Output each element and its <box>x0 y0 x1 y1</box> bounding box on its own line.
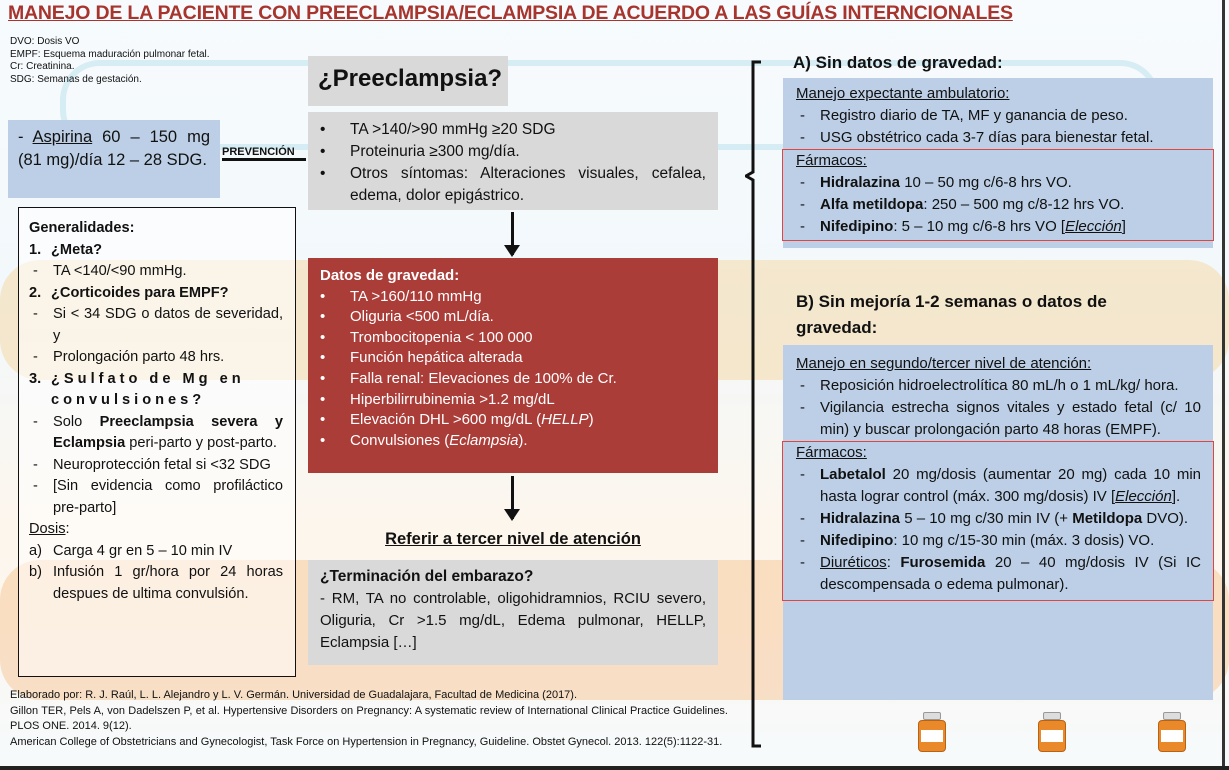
list-item <box>29 347 283 369</box>
list-item <box>29 304 283 347</box>
text: Elección <box>1115 488 1172 505</box>
text: Prolongación parto 48 hrs. <box>53 349 225 365</box>
list-item <box>29 455 283 477</box>
question-3 <box>29 369 283 412</box>
bottom-bar <box>0 766 1229 770</box>
list-item <box>796 216 1201 238</box>
text: Solo <box>53 413 100 430</box>
general-info-box <box>18 207 296 677</box>
list-item <box>320 307 706 328</box>
question-1 <box>29 240 283 262</box>
text: ) <box>588 411 594 429</box>
text: DVO). <box>1142 510 1189 527</box>
text: : 250 – 500 mg c/8-12 hrs VO. <box>923 196 1125 213</box>
medicine-bottle-icon <box>915 712 949 752</box>
abbreviations-legend <box>10 36 215 86</box>
list-item <box>796 530 1201 552</box>
drugs-title: Fármacos: <box>796 152 867 169</box>
text: Trombocitopenia < 100 000 <box>350 328 533 346</box>
list-item <box>320 348 706 369</box>
text: 5 – 10 mg c/30 min IV (+ <box>900 510 1073 527</box>
list-item <box>320 390 706 411</box>
medicine-bottle-icon <box>1155 712 1189 752</box>
text: Convulsiones ( <box>350 431 450 449</box>
list-item <box>320 369 706 390</box>
text: Oliguria <500 mL/día. <box>350 308 494 326</box>
referral-heading: Referir a tercer nivel de atención <box>385 530 641 548</box>
bold-text: Furosemida <box>900 554 986 571</box>
section-a-heading: A) Sin datos de gravedad: <box>793 53 1003 72</box>
text: : 5 – 10 mg c/6-8 hrs VO [ <box>893 218 1066 235</box>
question-label: ¿Meta? <box>51 241 103 258</box>
list-item <box>796 464 1201 508</box>
management-title: Manejo expectante ambulatorio: <box>796 85 1010 102</box>
list-item <box>796 508 1201 530</box>
abbreviation: DVO: Dosis VO <box>10 36 80 47</box>
references <box>10 688 728 750</box>
q1-list <box>29 261 283 283</box>
criterion: • Proteinuria ≥300 mg/día. <box>320 141 706 163</box>
text: Neuroprotección fetal si <32 SDG <box>53 456 271 473</box>
preeclampsia-question: ¿Preeclampsia? <box>308 56 508 106</box>
management-title: Manejo en segundo/tercer nivel de atención: <box>796 355 1092 372</box>
arrow-down-icon <box>511 212 514 255</box>
dose-text: Carga 4 gr en 5 – 10 min IV <box>53 542 233 559</box>
bold-text: Hidralazina <box>820 510 901 527</box>
number: 3. <box>29 370 42 387</box>
list-item <box>29 261 283 283</box>
abbreviation: EMPF: Esquema maduración pulmonar fetal. <box>10 48 210 60</box>
list-item <box>320 328 706 349</box>
text: 10 – 50 mg c/6-8 hrs VO. <box>900 174 1072 191</box>
text: Vigilancia estrecha signos vitales y estado fetal (c/ 10 min) y buscar prolongación parto 48 horas (EMPF). <box>820 399 1201 438</box>
criterion: • Otros síntomas: Alteraciones visuales, cefalea, edema, dolor epigástrico. <box>320 163 706 207</box>
drugs-title: Fármacos: <box>796 444 867 461</box>
reference: Elaborado por: R. J. Raúl, L. L. Alejandro y L. V. Germán. Universidad de Guadalajara, Facultad de Medicina (2017). <box>10 689 578 701</box>
text: Elevación DHL >600 mg/dL ( <box>350 411 542 429</box>
page-title: MANEJO DE LA PACIENTE CON PREECLAMPSIA/ECLAMPSIA DE ACUERDO A LAS GUÍAS INTERNCIONALES <box>8 2 1013 24</box>
list-item <box>796 127 1201 149</box>
text: [Sin evidencia como profiláctico pre-parto] <box>53 478 283 516</box>
q2-list <box>29 304 283 369</box>
termination-heading: ¿Terminación del embarazo? <box>320 568 534 585</box>
management-list <box>796 375 1201 441</box>
q3-list <box>29 412 283 520</box>
text: Falla renal: Elevaciones de 100% de Cr. <box>350 369 617 387</box>
dose-list <box>29 541 283 606</box>
letter: a) <box>29 542 42 559</box>
prevention-connector <box>222 158 306 161</box>
text: Registro diario de TA, MF y ganancia de peso. <box>820 107 1128 124</box>
reference: Gillon TER, Pels A, von Dadelszen P, et al. Hypertensive Disorders on Pregnancy: A systematic review of International Clinical Practice Guidelines. PLOS ONE. 2014. 9(12). <box>10 704 728 732</box>
text: ]. <box>1171 488 1181 505</box>
dose-heading: Dosis: <box>29 521 70 537</box>
bold-text: Nifedipino <box>820 218 894 235</box>
reference: American College of Obstetricians and Gynecologist, Task Force on Hypertension in Pregnancy, Guideline. Obstet Gynecol. 2013. 122(5):1122-31. <box>10 735 723 748</box>
text: ). <box>518 431 528 449</box>
list-item <box>796 375 1201 397</box>
letter: b) <box>29 564 42 580</box>
text: TA >160/110 mmHg <box>350 287 482 305</box>
drugs-list <box>796 172 1201 238</box>
text: Función hepática alterada <box>350 349 523 367</box>
text: 20 mg/dosis (aumentar 20 mg) cada 10 min hasta lograr control (máx. 300 mg/dosis) IV [ <box>820 466 1201 505</box>
dose-item <box>29 562 283 605</box>
management-list <box>796 105 1201 149</box>
edge-divider <box>1222 0 1225 770</box>
arrow-down-icon <box>511 476 514 519</box>
text: Eclampsia <box>449 431 519 449</box>
dose-item <box>29 541 283 563</box>
text: : 10 mg c/15-30 min (máx. 3 dosis) VO. <box>893 532 1155 549</box>
text: Diuréticos <box>820 554 887 571</box>
question-label: ¿Corticoides para EMPF? <box>51 284 229 301</box>
number: 1. <box>29 241 42 258</box>
list-item <box>796 105 1201 127</box>
section-b-heading: B) Sin mejoría 1-2 semanas o datos de gravedad: <box>796 292 1107 337</box>
drugs-list <box>796 464 1201 596</box>
question-label: ¿Sulfato de Mg en convulsiones? <box>51 370 245 408</box>
text: TA <140/<90 mmHg. <box>53 263 187 279</box>
bold-text: Hidralazina <box>820 174 901 191</box>
list-item <box>320 410 706 431</box>
bold-text: Nifedipino <box>820 532 894 549</box>
diagnostic-criteria-box <box>308 112 718 210</box>
bold-text: Metildopa <box>1072 510 1143 527</box>
abbreviation: Cr: Creatinina. <box>10 61 75 72</box>
text: Si < 34 SDG o datos de severidad, y <box>53 306 283 344</box>
list-item <box>796 172 1201 194</box>
text: 20 – 40 mg/dosis IV (Si IC descompensada o edema pulmonar). <box>820 554 1201 593</box>
text: HELLP <box>541 411 589 429</box>
severity-criteria-box <box>308 258 718 473</box>
drugs-box <box>782 149 1214 241</box>
list-item <box>796 194 1201 216</box>
text: Hiperbilirrubinemia >1.2 mg/dL <box>350 390 555 408</box>
text: USG obstétrico cada 3-7 días para bienestar fetal. <box>820 129 1154 146</box>
list-item <box>29 476 283 519</box>
severity-heading: Datos de gravedad: <box>320 267 460 284</box>
text: peri-parto y post-parto. <box>125 435 277 451</box>
text: ] <box>1121 218 1126 235</box>
aspirin-dose: 60 – 150 mg (81 mg)/día 12 – 28 SDG. <box>18 128 210 169</box>
criterion: • TA >140/>90 mmHg ≥20 SDG <box>320 119 706 141</box>
dose-text: Infusión 1 gr/hora por 24 horas despues de ultima convulsión. <box>53 564 283 602</box>
prevention-label: PREVENCIÓN <box>222 146 295 158</box>
bold-text: Alfa metildopa <box>820 196 924 213</box>
dose-label: Dosis <box>29 521 66 537</box>
termination-box <box>308 560 718 665</box>
text: Elección <box>1065 218 1122 235</box>
dash: - <box>18 128 33 146</box>
bracket-icon <box>745 60 761 748</box>
aspirin-prevention-box <box>8 120 220 198</box>
termination-text: - RM, TA no controlable, oligohidramnios, RCIU severo, Oliguria, Cr >1.5 mg/dL, Edema pulmonar, HELLP, Eclampsia […] <box>320 590 706 651</box>
text: : <box>886 554 901 571</box>
aspirin-name: Aspirina <box>32 128 93 146</box>
list-item <box>796 397 1201 441</box>
list-item <box>796 552 1201 596</box>
section-a-box <box>783 78 1213 248</box>
text: Reposición hidroelectrolítica 80 mL/h o 1 mL/kg/ hora. <box>820 377 1179 394</box>
bold-text: Labetalol <box>820 466 886 483</box>
medicine-bottle-icon <box>1035 712 1069 752</box>
drugs-box <box>782 441 1214 601</box>
abbreviation: SDG: Semanas de gestación. <box>10 73 142 85</box>
list-item <box>320 287 706 308</box>
severity-list <box>320 287 706 452</box>
section-b-box <box>783 345 1213 700</box>
list-item <box>320 431 706 452</box>
number: 2. <box>29 284 42 301</box>
question-2 <box>29 283 283 305</box>
bold-text: Preeclampsia severa y Eclampsia <box>53 413 283 451</box>
list-item <box>29 412 283 455</box>
general-heading: Generalidades: <box>29 220 135 236</box>
